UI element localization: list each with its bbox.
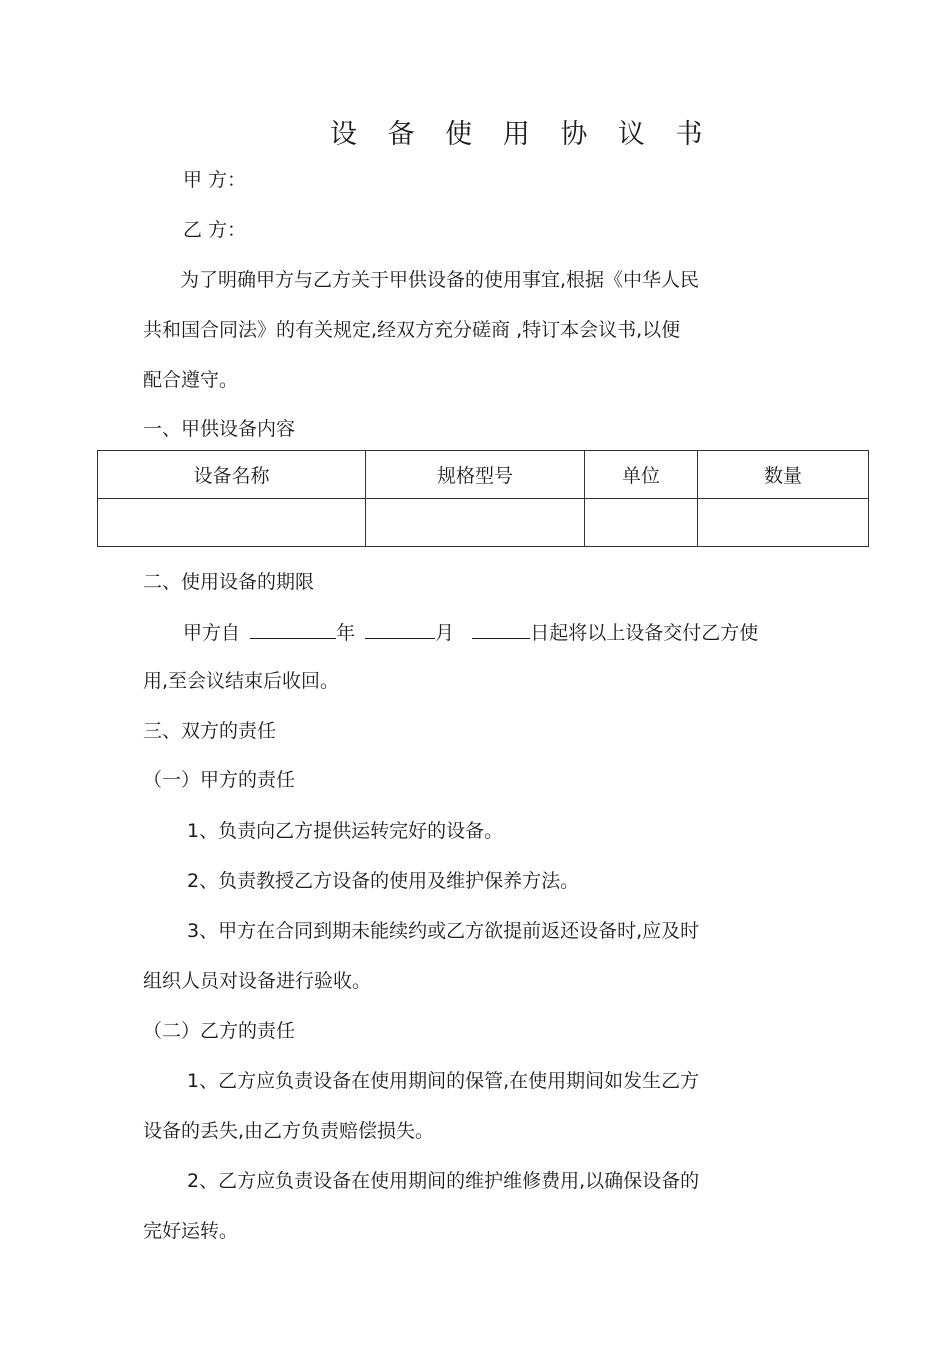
party-b-duty-2-line-2: 完好运转。 [143,1220,239,1242]
intro-line-1: 为了明确甲方与乙方关于甲供设备的使用事宜,根据《中华人民 [180,269,700,291]
party-b-duty-1-line-1: 1、乙方应负责设备在使用期间的保管,在使用期间如发生乙方 [187,1070,700,1092]
table-header-cell: 数量 [698,451,869,499]
party-b-label: 乙 方： [183,219,247,241]
year-blank[interactable] [250,618,336,639]
section-3-heading: 三、双方的责任 [143,720,277,742]
section-1-heading: 一、甲供设备内容 [143,418,296,440]
date-prefix: 甲方自 [183,622,241,644]
equipment-table [97,450,869,547]
intro-line-3: 配合遵守。 [143,369,239,391]
table-cell [585,499,698,547]
table-cell [698,499,869,547]
party-b-duty-2-line-1: 2、乙方应负责设备在使用期间的维护维修费用,以确保设备的 [187,1170,700,1192]
party-a-duties-heading: （一）甲方的责任 [143,769,296,791]
party-a-label: 甲 方： [183,169,247,191]
table-header-cell: 设备名称 [98,451,366,499]
table-header-cell: 单位 [585,451,698,499]
day-text: 日起将以上设备交付乙方使 [530,622,759,644]
document-title: 设 备 使 用 协 议 书 [330,119,714,150]
month-label: 月 [435,622,455,644]
date-line-2: 用,至会议结束后收回。 [143,670,340,692]
table-cell [366,499,585,547]
party-a-duty-1: 1、负责向乙方提供运转完好的设备。 [187,820,504,842]
month-blank[interactable] [365,618,435,639]
table-cell [98,499,366,547]
intro-line-2: 共和国合同法》的有关规定,经双方充分磋商 ,特订本会议书,以便 [143,319,681,341]
day-blank[interactable] [472,618,530,639]
table-row [98,499,869,547]
party-a-duty-3-line-1: 3、甲方在合同到期未能续约或乙方欲提前返还设备时,应及时 [187,920,700,942]
party-b-duties-heading: （二）乙方的责任 [143,1020,296,1042]
party-a-duty-3-line-2: 组织人员对设备进行验收。 [143,970,372,992]
date-line [183,618,758,646]
section-2-heading: 二、使用设备的期限 [143,571,315,593]
table-header-cell: 规格型号 [366,451,585,499]
table-header-row [98,451,869,499]
year-label: 年 [336,622,356,644]
party-b-duty-1-line-2: 设备的丢失,由乙方负责赔偿损失。 [143,1120,435,1142]
party-a-duty-2: 2、负责教授乙方设备的使用及维护保养方法。 [187,870,580,892]
